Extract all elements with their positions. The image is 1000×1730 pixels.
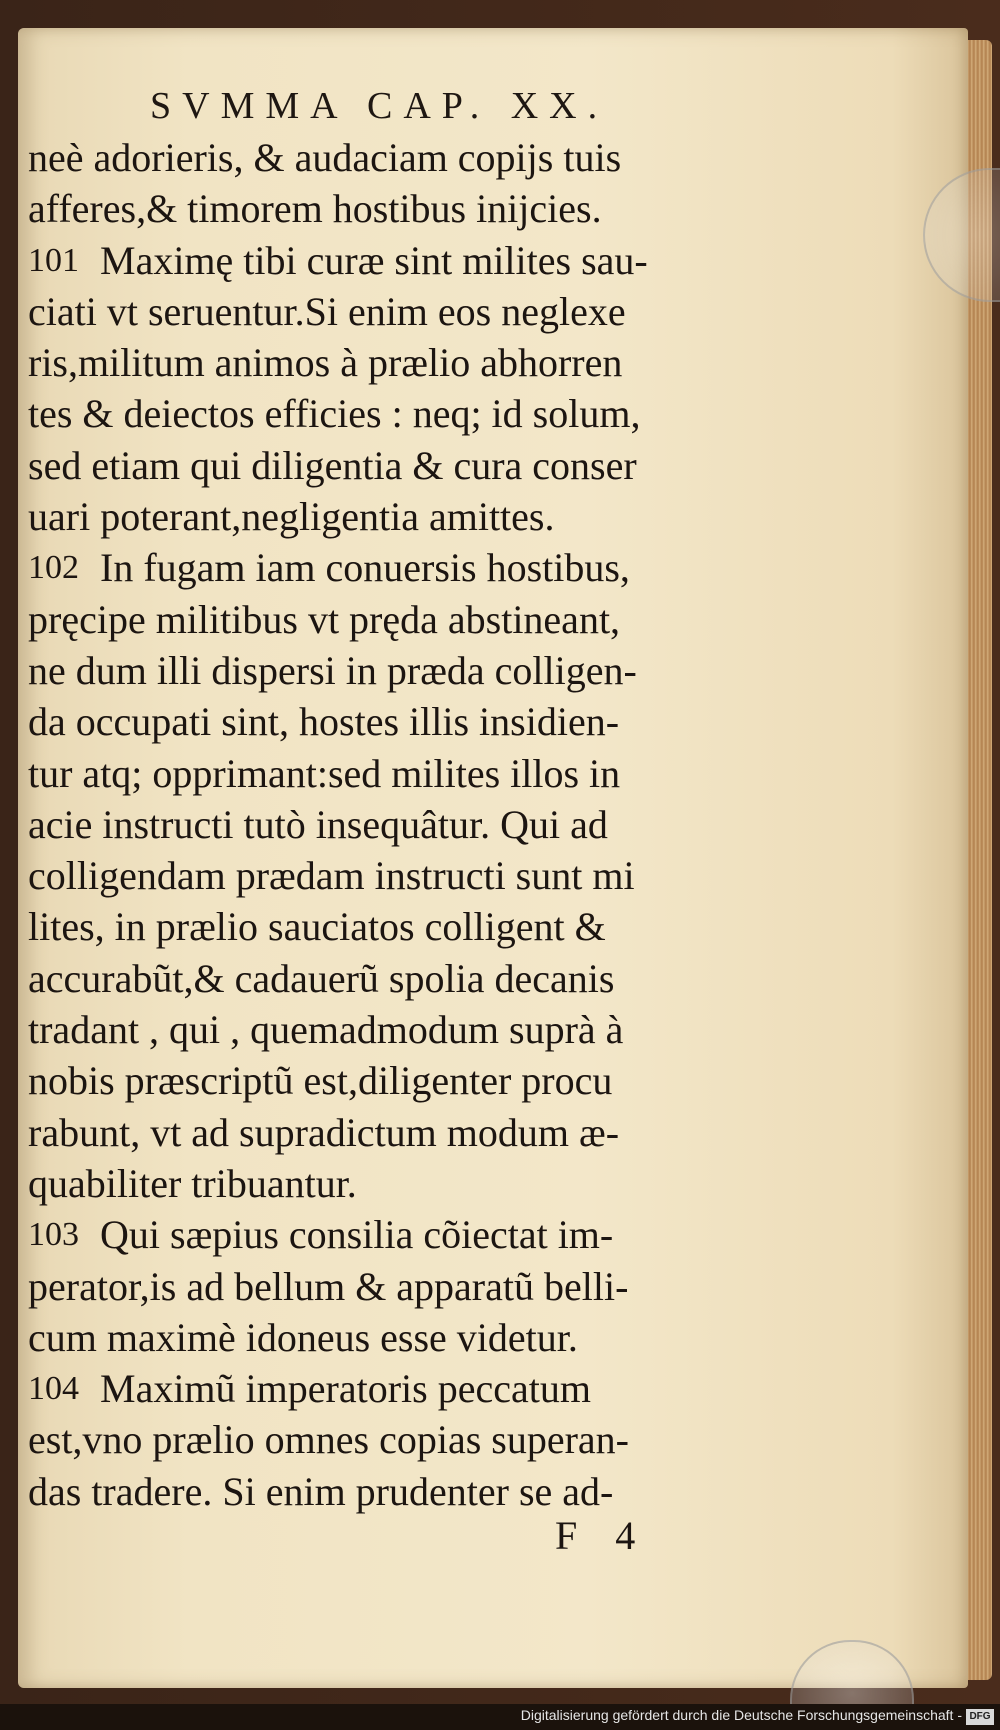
text-line: ne dum illi dispersi in præda colligen- bbox=[28, 647, 637, 693]
text-line: quabiliter tribuantur. bbox=[28, 1160, 357, 1206]
text-line: ciati vt seruentur.Si enim eos neglexe bbox=[28, 288, 626, 334]
text-line: neè adorieris, & audaciam copijs tuis bbox=[28, 135, 622, 180]
paragraph-number: 103 bbox=[28, 1216, 79, 1254]
text-line: perator,is ad bellum & apparatũ belli- bbox=[28, 1263, 629, 1309]
paragraph-number: 102 bbox=[28, 549, 79, 587]
text-line: accurabũt,& cadauerũ spolia decanis bbox=[28, 955, 615, 1001]
text-block bbox=[28, 132, 738, 1517]
text-line: sed etiam qui diligentia & cura conser bbox=[28, 442, 637, 488]
text-line: lites, in prælio sauciatos colligent & bbox=[28, 904, 606, 950]
text-line: 103 Qui sæpius consilia cõiectat im- bbox=[28, 1209, 738, 1260]
paragraph-number: 104 bbox=[28, 1370, 79, 1408]
text-line: cum maximè idoneus esse videtur. bbox=[28, 1314, 578, 1360]
text-line: 104 Maximũ imperatoris peccatum bbox=[28, 1363, 738, 1414]
text-line: tes & deiectos efficies : neq; id solum, bbox=[28, 391, 641, 437]
text-line: 101 Maximę tibi curæ sint milites sau- bbox=[28, 235, 738, 286]
dfg-logo-icon: DFG bbox=[966, 1709, 994, 1725]
text-line: tur atq; opprimant:sed milites illos in bbox=[28, 750, 621, 796]
text-line: colligendam prædam instructi sunt mi bbox=[28, 853, 635, 899]
text-line: est,vno prælio omnes copias superan- bbox=[28, 1417, 629, 1463]
text-line: uari poterant,negligentia amittes. bbox=[28, 494, 555, 540]
paragraph-number: 101 bbox=[28, 241, 79, 279]
text-line: pręcipe militibus vt pręda abstineant, bbox=[28, 596, 621, 642]
text-line: tradant , qui , quemadmodum suprà à bbox=[28, 1007, 624, 1053]
signature-mark: F 4 bbox=[555, 1513, 650, 1558]
text-line: ris,militum animos à prælio abhorren bbox=[28, 340, 623, 386]
text-line: das tradere. Si enim prudenter se ad- bbox=[28, 1468, 614, 1514]
text-line: rabunt, vt ad supradictum modum æ- bbox=[28, 1109, 620, 1155]
text-line: nobis præscriptũ est,diligenter procu bbox=[28, 1058, 613, 1104]
footer-credit: Digitalisierung gefördert durch die Deutsche Forschungsgemeinschaft - bbox=[520, 1707, 962, 1723]
text-line: acie instructi tutò insequâtur. Qui ad bbox=[28, 801, 608, 847]
text-line: da occupati sint, hostes illis insidien- bbox=[28, 699, 620, 745]
text-line: afferes,& timorem hostibus inijcies. bbox=[28, 186, 602, 232]
footer-bar bbox=[0, 1704, 1000, 1730]
running-head: SVMMA CAP. XX. bbox=[150, 85, 609, 127]
text-line: 102 In fugam iam conuersis hostibus, bbox=[28, 542, 738, 593]
